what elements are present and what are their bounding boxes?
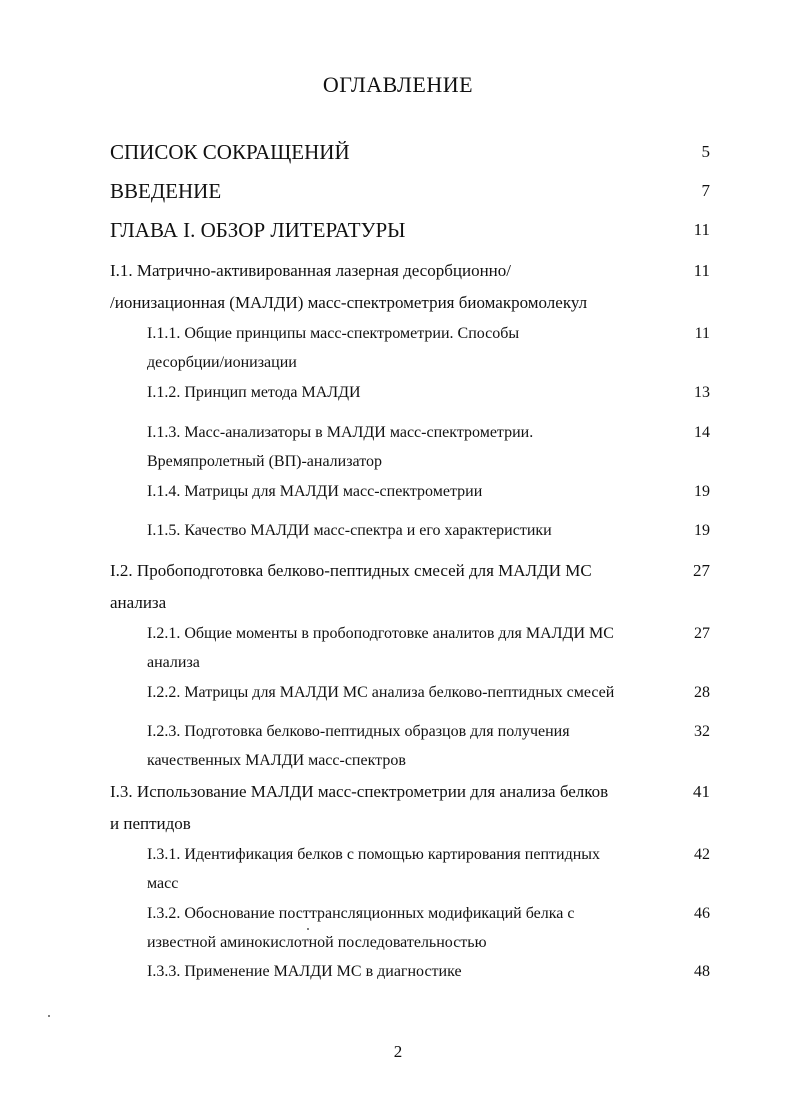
toc-entry-title-line-1: I.3.1. Идентификация белков с помощью картирования пептидных [147,846,601,863]
toc-entry-title: СПИСОК СОКРАЩЕНИЙ [110,140,350,164]
toc-entry-title-line-1: I.1. Матрично-активированная лазерная десорбционно/ [110,261,511,280]
toc-entry-page: 19 [694,483,710,500]
toc-entry-title-line-1: I.2.3. Подготовка белково-пептидных образцов для получения [147,723,570,740]
toc-entry-page: 32 [694,723,710,740]
toc-entry-title-line-2: известной аминокислотной последовательностью [147,934,487,951]
toc-entry-page: 41 [693,782,710,801]
toc-entry-title-line-2: качественных МАЛДИ масс-спектров [147,752,406,769]
toc-entry-title-line-1: I.2. Пробоподготовка белково-пептидных смесей для МАЛДИ МС [110,561,592,580]
toc-entry-title: I.1.2. Принцип метода МАЛДИ [147,384,361,401]
toc-entry-page: 27 [694,625,710,642]
toc-entry-title-line-1: I.1.1. Общие принципы масс-спектрометрии. Способы [147,325,520,342]
toc-entry-page: 11 [693,261,710,280]
scan-speck [48,1015,50,1017]
toc-entry-title-line-2: Времяпролетный (ВП)-анализатор [147,453,383,470]
toc-entry-page: 46 [694,905,710,922]
toc-entry-page: 13 [694,384,710,401]
page-title: ОГЛАВЛЕНИЕ [322,72,474,97]
toc-entry-title: I.3.3. Применение МАЛДИ МС в диагностике [147,963,462,980]
toc-entry-title-line-2: /ионизационная (МАЛДИ) масс-спектрометрия биомакромолекул [110,293,588,312]
page-number: 2 [393,1042,403,1061]
toc-entry-page: 48 [694,963,710,980]
toc-entry-title: I.1.4. Матрицы для МАЛДИ масс-спектрометрии [147,483,483,500]
toc-entry-title-line-1: I.3.2. Обоснование посттрансляционных модификаций белка с [147,905,575,922]
toc-entry-title-line-1: I.1.3. Масс-анализаторы в МАЛДИ масс-спектрометрии. [147,424,534,441]
scan-speck [307,928,309,930]
toc-entry-page: 11 [694,325,710,342]
toc-entry-page: 27 [693,561,710,580]
toc-entry-title-line-1: I.2.1. Общие моменты в пробоподготовке аналитов для МАЛДИ МС [147,625,614,642]
toc-entry-page: 11 [693,220,710,239]
toc-entry-title: ГЛАВА I. ОБЗОР ЛИТЕРАТУРЫ [110,218,406,242]
toc-entry-page: 42 [694,846,710,863]
toc-entry-title-line-2: анализа [110,593,167,612]
toc-entry-page: 28 [694,684,710,701]
toc-entry-page: 19 [694,522,710,539]
toc-entry-page: 5 [701,142,710,161]
toc-entry-title-line-2: десорбции/ионизации [147,354,297,371]
toc-entry-title: I.2.2. Матрицы для МАЛДИ МС анализа белково-пептидных смесей [147,684,615,701]
toc-entry-title: ВВЕДЕНИЕ [110,179,222,203]
toc-entry-title-line-2: анализа [147,654,200,671]
toc-entry-page: 7 [701,181,710,200]
toc-entry-title-line-1: I.3. Использование МАЛДИ масс-спектрометрии для анализа белков [110,782,609,801]
toc-entry-title-line-2: масс [147,875,179,892]
toc-entry-title: I.1.5. Качество МАЛДИ масс-спектра и его характеристики [147,522,552,539]
toc-entry-title-line-2: и пептидов [110,814,191,833]
toc-entry-page: 14 [694,424,710,441]
